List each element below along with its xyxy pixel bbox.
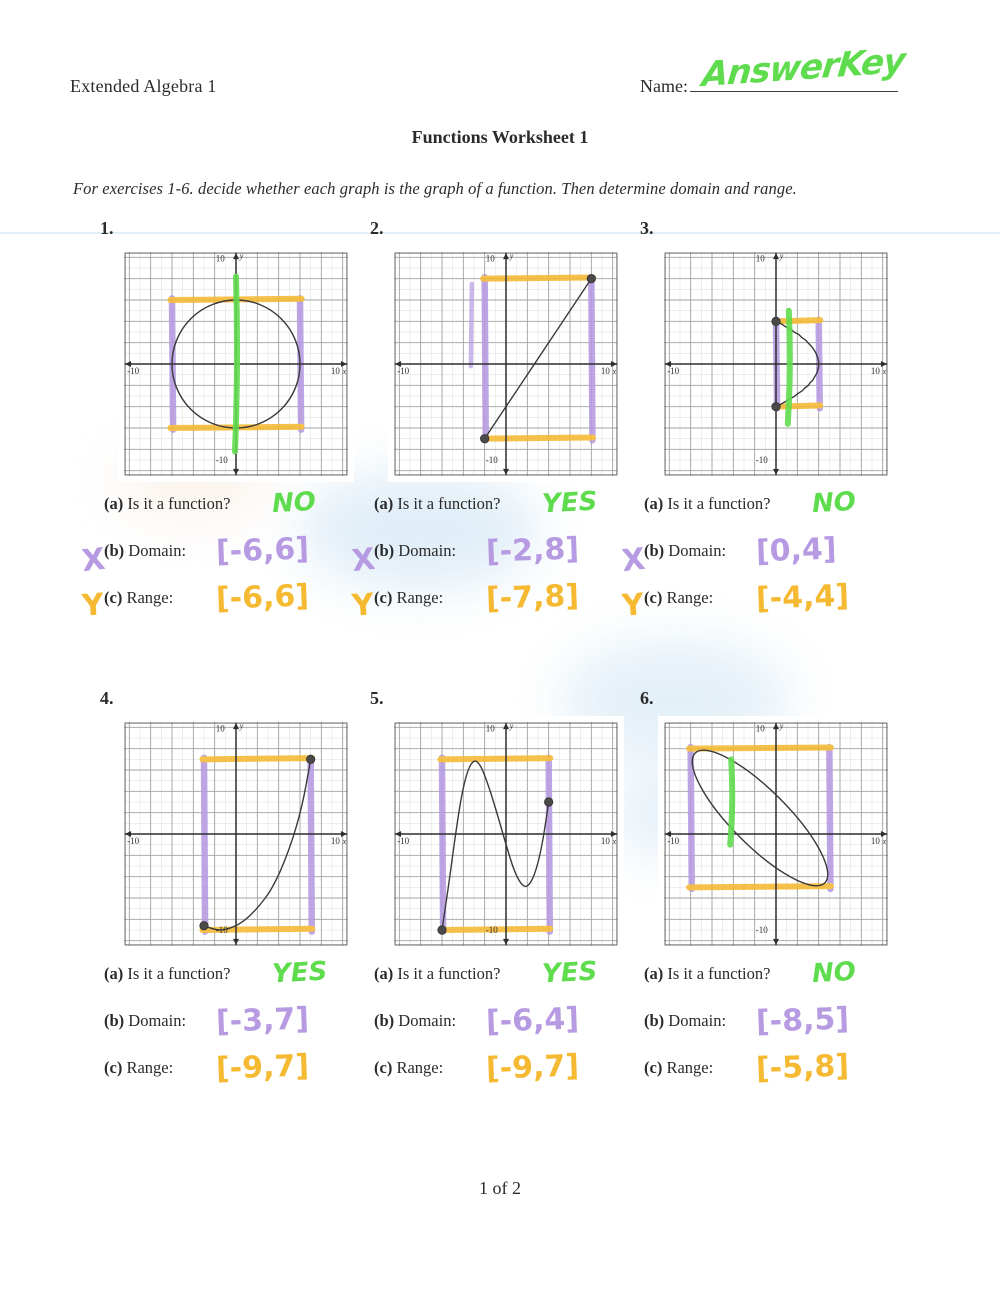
- problem-number: 3.: [640, 218, 654, 238]
- svg-text:x: x: [882, 837, 887, 846]
- coordinate-plane: [658, 246, 894, 482]
- problem-number: 2.: [370, 218, 384, 238]
- page-footer: 1 of 2: [479, 1178, 521, 1198]
- handwritten-range: [-9,7]: [215, 1048, 310, 1087]
- graph-3: [658, 246, 894, 478]
- handwritten-range: [-9,7]: [485, 1048, 580, 1087]
- problem-3: [620, 218, 898, 635]
- svg-text:-10: -10: [397, 836, 410, 846]
- answers-3: [620, 486, 898, 635]
- answer-range: [374, 1048, 628, 1105]
- label-b: (b): [374, 1011, 395, 1030]
- handwritten-domain: [-6,6]: [215, 531, 310, 570]
- grader-mark-y: Y: [620, 587, 645, 624]
- handwritten-is-function: NO: [811, 956, 857, 990]
- graph-2: [388, 246, 624, 478]
- range-text: Range:: [666, 588, 714, 607]
- svg-text:-10: -10: [485, 925, 498, 936]
- coordinate-plane: [388, 716, 624, 952]
- name-label: Name:: [640, 76, 688, 96]
- problem-number: 5.: [370, 688, 384, 708]
- page-title: Functions Worksheet 1: [411, 127, 589, 147]
- question-text: Is it a function?: [127, 494, 231, 513]
- graph-1: [118, 246, 354, 478]
- label-c: (c): [644, 588, 663, 607]
- answer-range: [350, 578, 628, 635]
- range-text: Range:: [126, 1058, 174, 1077]
- label-b: (b): [104, 541, 125, 560]
- svg-text:10: 10: [600, 366, 610, 376]
- label-a: (a): [104, 964, 124, 983]
- answers-4: [104, 956, 358, 1105]
- range-text: Range:: [396, 588, 444, 607]
- handwritten-is-function: NO: [271, 486, 317, 520]
- svg-text:-10: -10: [755, 925, 768, 936]
- domain-text: Domain:: [398, 1011, 457, 1030]
- problem-1: [80, 218, 358, 635]
- vertical-line-test: [788, 311, 790, 424]
- problem-5: [358, 688, 628, 1105]
- answer-range: [104, 1048, 358, 1105]
- instructions-text: For exercises 1-6. decide whether each graph is the graph of a function. Then determine domain and range.: [73, 179, 797, 198]
- problem-row-2: [0, 688, 1000, 1158]
- domain-text: Domain:: [128, 1011, 187, 1030]
- svg-text:-10: -10: [215, 455, 228, 466]
- handwritten-domain: [-8,5]: [755, 1001, 850, 1040]
- label-b: (b): [374, 541, 395, 560]
- handwritten-domain: [-6,4]: [485, 1001, 580, 1040]
- svg-text:10: 10: [870, 836, 880, 846]
- coordinate-plane: [118, 716, 354, 952]
- answer-range: [620, 578, 898, 635]
- svg-text:10: 10: [330, 836, 340, 846]
- vertical-line-test: [235, 277, 237, 452]
- svg-text:10: 10: [215, 723, 225, 734]
- svg-text:x: x: [342, 367, 347, 376]
- label-b: (b): [644, 1011, 665, 1030]
- problem-row-1: [0, 218, 1000, 688]
- svg-text:x: x: [612, 367, 617, 376]
- range-text: Range:: [666, 1058, 714, 1077]
- svg-text:10: 10: [485, 723, 495, 734]
- coordinate-plane: [658, 716, 894, 952]
- answers-1: [80, 486, 358, 635]
- coordinate-plane: [388, 246, 624, 482]
- question-text: Is it a function?: [667, 964, 771, 983]
- answers-6: [644, 956, 898, 1105]
- grader-mark-x: X: [350, 541, 377, 580]
- svg-text:-10: -10: [127, 366, 140, 376]
- question-text: Is it a function?: [397, 964, 501, 983]
- handwritten-name: AnswerKey: [700, 40, 907, 96]
- range-text: Range:: [396, 1058, 444, 1077]
- problem-6: [628, 688, 898, 1105]
- svg-text:-10: -10: [127, 836, 140, 846]
- svg-text:10: 10: [755, 253, 765, 264]
- answers-2: [350, 486, 628, 635]
- svg-text:10: 10: [870, 366, 880, 376]
- domain-text: Domain:: [668, 541, 727, 560]
- svg-text:-10: -10: [215, 925, 228, 936]
- handwritten-domain: [-3,7]: [215, 1001, 310, 1040]
- svg-text:x: x: [882, 367, 887, 376]
- handwritten-domain: [-2,8]: [485, 531, 580, 570]
- svg-text:y: y: [239, 721, 244, 731]
- graph-6: [658, 716, 894, 948]
- handwritten-range: [-5,8]: [755, 1048, 850, 1087]
- label-a: (a): [374, 964, 394, 983]
- svg-text:10: 10: [215, 253, 225, 264]
- label-c: (c): [104, 588, 123, 607]
- handwritten-is-function: YES: [271, 956, 329, 990]
- svg-text:10: 10: [755, 723, 765, 734]
- problem-number: 6.: [640, 688, 654, 708]
- grader-mark-x: X: [620, 541, 647, 580]
- label-c: (c): [374, 1058, 393, 1077]
- svg-text:-10: -10: [485, 455, 498, 466]
- coordinate-plane: [118, 246, 354, 482]
- graph-4: [118, 716, 354, 948]
- problem-2: [350, 218, 628, 635]
- problems-container: [0, 218, 1000, 1158]
- svg-text:-10: -10: [755, 455, 768, 466]
- answers-5: [374, 956, 628, 1105]
- domain-text: Domain:: [128, 541, 187, 560]
- label-b: (b): [644, 541, 665, 560]
- svg-text:-10: -10: [667, 366, 680, 376]
- domain-text: Domain:: [668, 1011, 727, 1030]
- grader-mark-x: X: [80, 541, 107, 580]
- vertical-line-test: [730, 759, 732, 844]
- label-c: (c): [374, 588, 393, 607]
- range-text: Range:: [126, 588, 174, 607]
- svg-text:y: y: [509, 251, 514, 261]
- graph-5: [388, 716, 624, 948]
- answer-range: [80, 578, 358, 635]
- handwritten-is-function: YES: [541, 486, 599, 520]
- label-a: (a): [104, 494, 124, 513]
- svg-text:-10: -10: [667, 836, 680, 846]
- handwritten-is-function: YES: [541, 956, 599, 990]
- label-c: (c): [104, 1058, 123, 1077]
- domain-text: Domain:: [398, 541, 457, 560]
- answer-range: [644, 1048, 898, 1105]
- svg-text:y: y: [239, 251, 244, 261]
- label-a: (a): [644, 964, 664, 983]
- problem-number: 1.: [100, 218, 114, 238]
- problem-4: [88, 688, 358, 1105]
- handwritten-range: [-7,8]: [485, 578, 580, 617]
- question-text: Is it a function?: [127, 964, 231, 983]
- problem-number: 4.: [100, 688, 114, 708]
- svg-text:10: 10: [330, 366, 340, 376]
- svg-text:y: y: [779, 251, 784, 261]
- question-text: Is it a function?: [667, 494, 771, 513]
- svg-text:y: y: [509, 721, 514, 731]
- course-title: Extended Algebra 1: [70, 76, 217, 96]
- handwritten-domain: [0,4]: [755, 531, 838, 570]
- handwritten-is-function: NO: [811, 486, 857, 520]
- label-a: (a): [374, 494, 394, 513]
- svg-text:x: x: [612, 837, 617, 846]
- handwritten-range: [-4,4]: [755, 578, 850, 617]
- label-a: (a): [644, 494, 664, 513]
- label-b: (b): [104, 1011, 125, 1030]
- grader-mark-y: Y: [80, 587, 105, 624]
- svg-text:x: x: [342, 837, 347, 846]
- svg-text:y: y: [779, 721, 784, 731]
- svg-text:10: 10: [600, 836, 610, 846]
- grader-mark-y: Y: [350, 587, 375, 624]
- handwritten-range: [-6,6]: [215, 578, 310, 617]
- label-c: (c): [644, 1058, 663, 1077]
- svg-text:-10: -10: [397, 366, 410, 376]
- question-text: Is it a function?: [397, 494, 501, 513]
- svg-text:10: 10: [485, 253, 495, 264]
